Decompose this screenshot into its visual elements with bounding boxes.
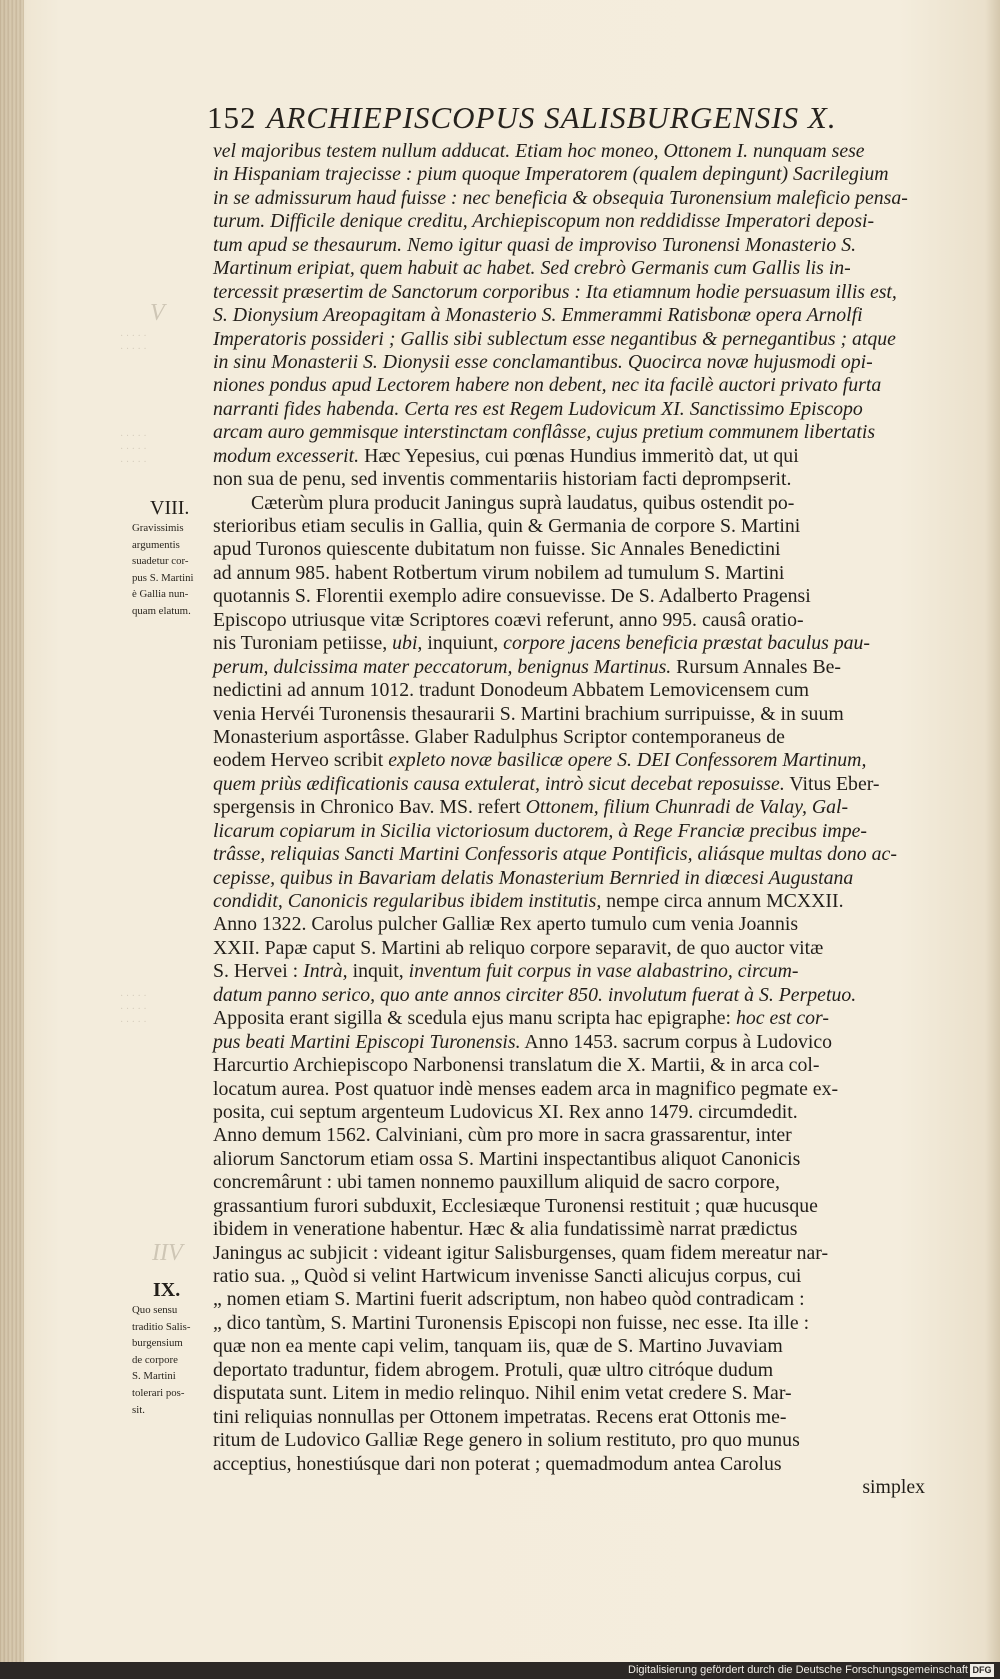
text-line bbox=[213, 1242, 925, 1265]
text-segment: spergensis in Chronico Bav. MS. refert bbox=[213, 796, 526, 819]
text-line bbox=[213, 1195, 925, 1218]
text-segment: condidit, Canonicis regularibus ibidem institutis, bbox=[213, 890, 602, 912]
text-segment: vel majoribus testem nullum adducat. Etiam hoc moneo, Ottonem I. nunquam sese bbox=[213, 140, 865, 162]
footer-credit: Digitalisierung gefördert durch die Deutsche Forschungsgemeinschaft bbox=[628, 1664, 968, 1676]
margin-note-line: suadetur cor- bbox=[132, 555, 189, 568]
margin-note-line: S. Martini bbox=[132, 1370, 176, 1383]
text-line bbox=[213, 1078, 925, 1101]
text-segment: in se admissurum haud fuisse : nec beneficia & obsequia Turonensium maleficio pensa- bbox=[213, 186, 908, 209]
running-head bbox=[207, 100, 877, 136]
text-segment: perum, dulcissima mater peccatorum, benignus Martinus. bbox=[213, 655, 672, 678]
text-line bbox=[213, 515, 925, 538]
text-segment: arcam auro gemmisque interstinctam conflâsse, cujus pretium communem libertatis bbox=[213, 421, 876, 444]
text-segment: venia Hervéi Turonensis thesaurarii S. Martini brachium surripuisse, & in suum bbox=[213, 702, 844, 725]
margin-note-line: tolerari pos- bbox=[132, 1386, 185, 1399]
text-line bbox=[213, 538, 925, 561]
text-line bbox=[213, 773, 925, 796]
text-line bbox=[213, 1453, 925, 1476]
text-line bbox=[213, 1031, 925, 1054]
text-segment: quæ non ea mente capi velim, tanquam iis, quæ de S. Martino Juvaviam bbox=[213, 1335, 783, 1358]
text-line bbox=[213, 351, 925, 374]
text-segment-italic: Ottonem, filium Chunradi de Valay, Gal- bbox=[525, 796, 849, 819]
text-line bbox=[213, 304, 925, 327]
text-segment: XXII. Papæ caput S. Martini ab reliquo corpore separavit, de quo auctor vitæ bbox=[213, 936, 824, 959]
text-segment: Vitus Eber- bbox=[784, 772, 880, 795]
text-segment-italic: expleto novæ basilicæ opere S. DEI Confessorem Martinum, bbox=[388, 749, 867, 772]
section-number-viii: VIII. bbox=[150, 497, 190, 519]
text-segment: concremârunt : ubi tamen nonnemo pauxillum aliquid de sacro corpore, bbox=[213, 1171, 780, 1194]
text-line bbox=[213, 585, 925, 608]
dfg-logo-icon: DFG bbox=[970, 1664, 994, 1677]
text-segment: nempe circa annum MCXXII. bbox=[601, 890, 844, 912]
text-segment: S. Hervei : bbox=[213, 960, 304, 983]
text-segment: Anno 1322. Carolus pulcher Galliæ Rex aperto tumulo cum venia Joannis bbox=[213, 913, 799, 936]
text-segment: simplex bbox=[862, 1475, 925, 1498]
text-segment: Imperatoris possideri ; Gallis sibi sublectum esse negantibus & pernegantibus ; atque bbox=[213, 327, 896, 350]
text-segment: Episcopo utriusque vitæ Scriptores coævi referunt, anno 995. causâ oratio- bbox=[213, 608, 804, 631]
text-segment: pus beati Martini Episcopi Turonensis. bbox=[213, 1030, 521, 1053]
text-segment: Anno demum 1562. Calviniani, cùm pro more in sacra grassarentur, inter bbox=[213, 1124, 792, 1147]
margin-note-line: quam elatum. bbox=[132, 604, 191, 617]
text-line bbox=[213, 1382, 925, 1405]
section-number-ix: IX. bbox=[153, 1279, 181, 1301]
text-line bbox=[213, 492, 925, 515]
text-segment: S. Dionysium Areopagitam à Monasterio S. Emmerammi Ratisbonæ opera Arnolfi bbox=[213, 304, 863, 327]
margin-note-line: Quo sensu bbox=[132, 1304, 178, 1316]
text-segment: in sinu Monasterii S. Dionysii esse conclamantibus. Quocirca novæ hujusmodi opi- bbox=[213, 350, 873, 373]
body-text bbox=[213, 140, 925, 1499]
text-segment: tum apud se thesaurum. Nemo igitur quasi de improviso Turonensi Monasterio S. bbox=[213, 233, 857, 256]
text-line bbox=[213, 328, 925, 351]
text-line bbox=[213, 1476, 925, 1499]
text-segment: Anno 1453. sacrum corpus à Ludovico bbox=[520, 1030, 833, 1053]
text-segment-italic: Intrà, bbox=[303, 960, 348, 983]
page-binding-edge bbox=[0, 0, 24, 1662]
text-line bbox=[213, 937, 925, 960]
text-segment: posita, cui septum argenteum Ludovicus XI. Rex anno 1479. circumdedit. bbox=[213, 1100, 798, 1123]
text-segment: sterioribus etiam seculis in Gallia, quin & Germania de corpore S. Martini bbox=[213, 515, 801, 537]
text-segment: nedictini ad annum 1012. tradunt Donodeum Abbatem Lemovicensem cum bbox=[213, 679, 810, 702]
text-segment: Apposita erant sigilla & scedula ejus manu scripta hac epigraphe: bbox=[213, 1007, 736, 1030]
show-through-mark: IIV bbox=[152, 1240, 183, 1266]
text-segment: trâsse, reliquias Sancti Martini Confessoris atque Pontificis, aliásque multas dono ac- bbox=[213, 843, 897, 866]
text-line bbox=[213, 1265, 925, 1288]
text-line bbox=[213, 1288, 925, 1311]
text-segment: turum. Difficile denique creditu, Archiepiscopum non reddidisse Imperatori deposi- bbox=[213, 210, 875, 233]
text-segment: quotannis S. Florentii exemplo adire consuevisse. De S. Adalberto Pragensi bbox=[213, 585, 811, 608]
text-segment-italic: ubi, bbox=[392, 632, 423, 655]
text-line bbox=[213, 843, 925, 866]
text-line bbox=[213, 234, 925, 257]
text-segment: Harcurtio Archiepiscopo Narbonensi translatum die X. Martii, & in arca col- bbox=[213, 1054, 820, 1077]
text-line bbox=[213, 398, 925, 421]
text-line bbox=[213, 187, 925, 210]
show-through-mark: · · · · · · · · · · bbox=[120, 331, 147, 355]
text-line bbox=[213, 609, 925, 632]
text-line bbox=[213, 210, 925, 233]
text-line bbox=[213, 281, 925, 304]
text-line bbox=[213, 984, 925, 1007]
text-segment: grassantium furori subduxit, Ecclesiæque Turonensi restituit ; quæ hucusque bbox=[213, 1194, 818, 1217]
text-segment: Janingus ac subjicit : videant igitur Salisburgenses, quam fidem mereatur nar- bbox=[213, 1241, 829, 1264]
text-line bbox=[213, 632, 925, 655]
text-line bbox=[213, 1429, 925, 1452]
text-segment-italic: inventum fuit corpus in vase alabastrino, circum- bbox=[408, 960, 799, 983]
text-line bbox=[213, 749, 925, 772]
text-segment: eodem Herveo scribit bbox=[213, 749, 389, 772]
text-segment: tini reliquias nonnullas per Ottonem impetratas. Recens erat Ottonis me- bbox=[213, 1405, 787, 1428]
text-line bbox=[213, 1335, 925, 1358]
text-line bbox=[213, 1101, 925, 1124]
page-header-title: ARCHIEPISCOPUS SALISBURGENSIS X. bbox=[266, 100, 837, 135]
text-line bbox=[213, 257, 925, 280]
text-segment: Rursum Annales Be- bbox=[671, 655, 842, 678]
text-line bbox=[213, 656, 925, 679]
text-segment: modum excesserit. bbox=[213, 444, 360, 467]
text-segment-italic: corpore jacens beneficia præstat baculus pau- bbox=[503, 632, 870, 655]
text-line bbox=[213, 445, 925, 468]
text-line bbox=[213, 140, 925, 163]
margin-note-line: burgensium bbox=[132, 1337, 183, 1350]
text-line bbox=[213, 1171, 925, 1194]
text-segment: acceptius, honestiúsque dari non poterat ; quemadmodum antea Carolus bbox=[213, 1452, 782, 1475]
text-line bbox=[213, 1054, 925, 1077]
text-segment: cepisse, quibus in Bavariam delatis Monasterium Bernried in diœcesi Augustana bbox=[213, 866, 854, 889]
text-segment: locatum aurea. Post quatuor indè menses eadem arca in magnifico pegmate ex- bbox=[213, 1077, 839, 1100]
text-line bbox=[213, 1148, 925, 1171]
text-line bbox=[213, 468, 925, 491]
text-segment: Cæterùm plura producit Janingus suprà laudatus, quibus ostendit po- bbox=[251, 491, 795, 514]
margin-note-ix bbox=[132, 1302, 212, 1418]
text-line bbox=[213, 1124, 925, 1147]
text-line bbox=[213, 421, 925, 444]
margin-note-line: de corpore bbox=[132, 1353, 178, 1366]
show-through-mark: V bbox=[150, 300, 165, 326]
margin-note-line: argumentis bbox=[132, 538, 180, 551]
text-segment: Martinum eripiat, quem habuit ac habet. Sed crebrò Germanis cum Gallis lis in- bbox=[213, 257, 851, 280]
text-line bbox=[213, 163, 925, 186]
text-segment: licarum copiarum in Sicilia victoriosum ductorem, à Rege Franciæ precibus impe- bbox=[213, 819, 867, 842]
text-line bbox=[213, 796, 925, 819]
margin-note-line: pus S. Martini bbox=[132, 571, 194, 584]
text-line bbox=[213, 1218, 925, 1241]
text-segment: niones pondus apud Lectorem habere non debent, nec ita facilè auctori privato furta bbox=[213, 374, 882, 397]
text-line bbox=[213, 1312, 925, 1335]
text-line bbox=[213, 562, 925, 585]
text-segment: inquiunt, bbox=[422, 632, 504, 655]
text-segment: ad annum 985. habent Rotbertum virum nobilem ad tumulum S. Martini bbox=[213, 561, 785, 584]
text-line bbox=[213, 913, 925, 936]
margin-note-line: sit. bbox=[132, 1403, 145, 1416]
margin-note-line: Gravissimis bbox=[132, 522, 184, 534]
margin-note-line: è Gallia nun- bbox=[132, 588, 189, 601]
text-segment-italic: hoc est cor- bbox=[735, 1007, 829, 1030]
text-line bbox=[213, 1007, 925, 1030]
text-segment: inquit, bbox=[347, 960, 409, 983]
text-segment: deportato traduntur, fidem abrogem. Protuli, quæ ultro citróque dudum bbox=[213, 1358, 774, 1381]
text-line bbox=[213, 726, 925, 749]
text-line bbox=[213, 867, 925, 890]
text-segment: narranti fides habenda. Certa res est Regem Ludovicum XI. Sanctissimo Episcopo bbox=[213, 397, 863, 420]
margin-note-line: traditio Salis- bbox=[132, 1320, 191, 1333]
text-segment: tercessit præsertim de Sanctorum corporibus : Ita etiamnum hodie persuasum illis est, bbox=[213, 280, 897, 303]
text-segment: aliorum Sanctorum etiam ossa S. Martini inspectantibus aliquot Canonicis bbox=[213, 1147, 801, 1170]
text-segment: ibidem in veneratione habentur. Hæc & alia fundatissimè narrat prædictus bbox=[213, 1218, 798, 1241]
text-line bbox=[213, 374, 925, 397]
text-segment: non sua de penu, sed inventis commentariis historiam facti deprompserit. bbox=[213, 468, 792, 491]
text-line bbox=[213, 679, 925, 702]
text-segment: disputata sunt. Litem in medio relinquo. Nihil enim vetat credere S. Mar- bbox=[213, 1382, 792, 1405]
text-line bbox=[213, 960, 925, 983]
show-through-mark: · · · · · · · · · · · · · · · bbox=[120, 991, 147, 1028]
text-segment: „ nomen etiam S. Martini fuerit adscriptum, non habeo quòd contradicam : bbox=[213, 1288, 805, 1311]
text-line bbox=[213, 703, 925, 726]
text-segment: datum panno serico, quo ante annos circiter 850. involutum fuerat à S. Perpetuo. bbox=[213, 983, 857, 1006]
text-line bbox=[213, 890, 925, 913]
margin-note-viii bbox=[132, 520, 212, 620]
text-line bbox=[213, 1359, 925, 1382]
text-segment: quem priùs ædificationis causa extulerat, intrò sicut decebat reposuisse. bbox=[213, 772, 785, 795]
text-segment: apud Turonos quiescente dubitatum non fuisse. Sic Annales Benedictini bbox=[213, 538, 781, 561]
show-through-mark: · · · · · · · · · · · · · · · bbox=[120, 431, 147, 468]
text-segment: ratio sua. „ Quòd si velint Hartwicum invenisse Sancti alicujus corpus, cui bbox=[213, 1265, 802, 1287]
text-line bbox=[213, 1406, 925, 1429]
text-segment: Monasterium asportâsse. Glaber Radulphus Scriptor contemporaneus de bbox=[213, 725, 785, 748]
text-segment: nis Turoniam petiisse, bbox=[213, 632, 393, 655]
text-segment: ritum de Ludovico Galliæ Rege genero in solium restituto, pro quo munus bbox=[213, 1429, 800, 1452]
text-segment: „ dico tantùm, S. Martini Turonensis Episcopi non fuisse, nec esse. Ita ille : bbox=[213, 1311, 810, 1334]
text-line bbox=[213, 820, 925, 843]
page-number: 152 bbox=[207, 100, 257, 135]
text-segment: Hæc Yepesius, cui pœnas Hundius immeritò dat, ut qui bbox=[359, 444, 799, 467]
text-segment: in Hispaniam trajecisse : pium quoque Imperatorem (qualem depingunt) Sacrilegium bbox=[213, 163, 889, 186]
